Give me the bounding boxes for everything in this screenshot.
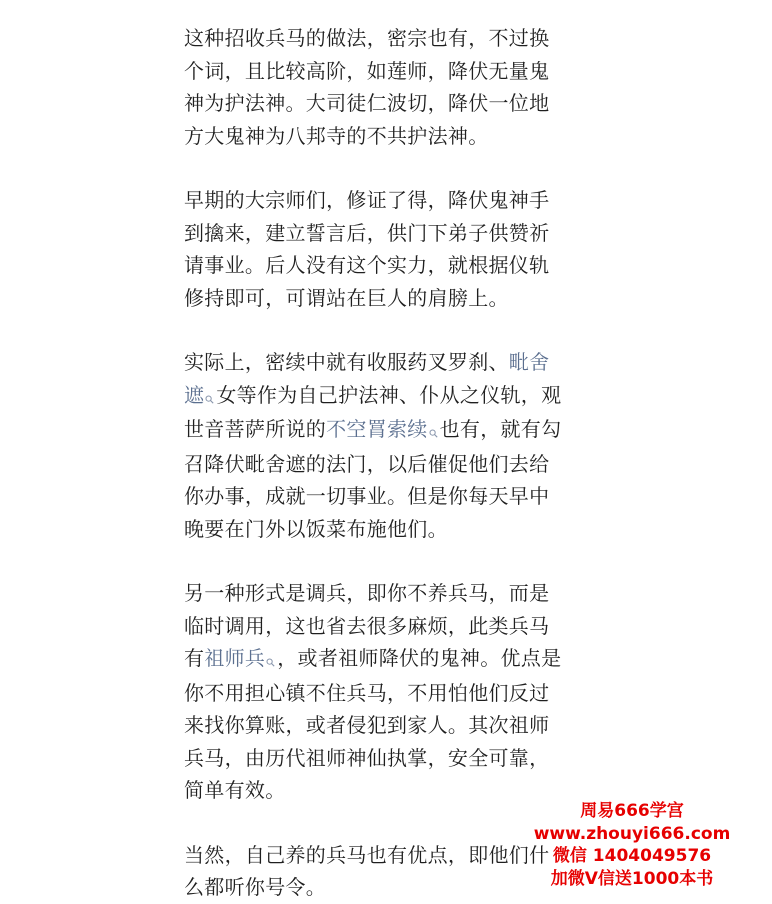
article-body [184,22,604,904]
text-segment: 世音菩萨所说的 [184,417,327,441]
text-line [184,346,604,379]
search-icon[interactable] [266,644,275,677]
paragraph-3 [184,346,604,545]
text-line: 你办事，成就一切事业。但是你每天早中 [184,484,550,508]
text-line [184,642,604,677]
text-line: 么都听你号令。 [184,875,327,899]
paragraph-1 [184,22,604,152]
text-line: 临时调用，这也省去很多麻烦，此类兵马 [184,613,550,638]
text-line: 召降伏毗舍遮的法门，以后催促他们去给 [184,451,550,476]
text-line: 你不用担心镇不住兵马，不用怕他们反过 [184,680,550,705]
watermark [502,800,762,890]
text-segment: 实际上，密续中就有收服药叉罗刹、 [184,350,509,374]
text-segment: ，或者祖师降伏的鬼神。优点是 [277,646,562,670]
text-line: 方大鬼神为八邦寺的不共护法神。 [184,123,489,148]
text-segment: 也有，就有勾 [439,417,562,441]
text-line: 简单有效。 [184,778,286,802]
text-line: 请事业。后人没有这个实力，就根据仪轨 [184,253,550,277]
text-segment: 女等作为自己护法神、仆从之仪轨，观 [216,382,562,407]
text-line: 到擒来，建立誓言后，供门下弟子供赞祈 [184,220,550,245]
paragraph-4 [184,577,604,807]
link-pishezhe-part1[interactable]: 毗舍 [508,350,550,374]
watermark-title: 周易666学宫 [580,801,684,821]
link-bukong-juansuo-xu[interactable]: 不空罥索续 [326,417,428,441]
text-line: 来找你算账，或者侵犯到家人。其次祖师 [184,713,550,737]
search-icon[interactable] [205,381,214,414]
text-line: 修持即可，可谓站在巨人的肩膀上。 [184,285,509,310]
text-line: 另一种形式是调兵，即你不养兵马，而是 [184,581,550,605]
watermark-promo: 加微V信送1000本书 [550,868,714,889]
paragraph-2 [184,184,604,314]
link-pishezhe-part2[interactable]: 遮 [184,382,205,407]
text-line: 当然，自己养的兵马也有优点，即他们什 [184,842,550,867]
text-segment: 有 [184,646,205,670]
link-zushi-bing[interactable]: 祖师兵 [204,646,266,670]
text-line: 个词，且比较高阶，如莲师，降伏无量鬼 [184,58,550,83]
watermark-wechat: 微信 1404049576 [552,846,712,866]
text-line: 这种招收兵马的做法，密宗也有，不过换 [184,26,550,50]
text-line [184,413,604,448]
text-line: 早期的大宗师们，修证了得，降伏鬼神手 [184,188,550,212]
search-icon[interactable] [429,415,438,448]
text-line: 神为护法神。大司徒仁波切，降伏一位地 [184,91,550,115]
text-line [184,379,604,414]
watermark-url: www.zhouyi666.com [533,823,731,844]
text-line: 兵马，由历代祖师神仙执掌，安全可靠， [184,745,550,770]
text-line: 晚要在门外以饭菜布施他们。 [184,516,448,541]
